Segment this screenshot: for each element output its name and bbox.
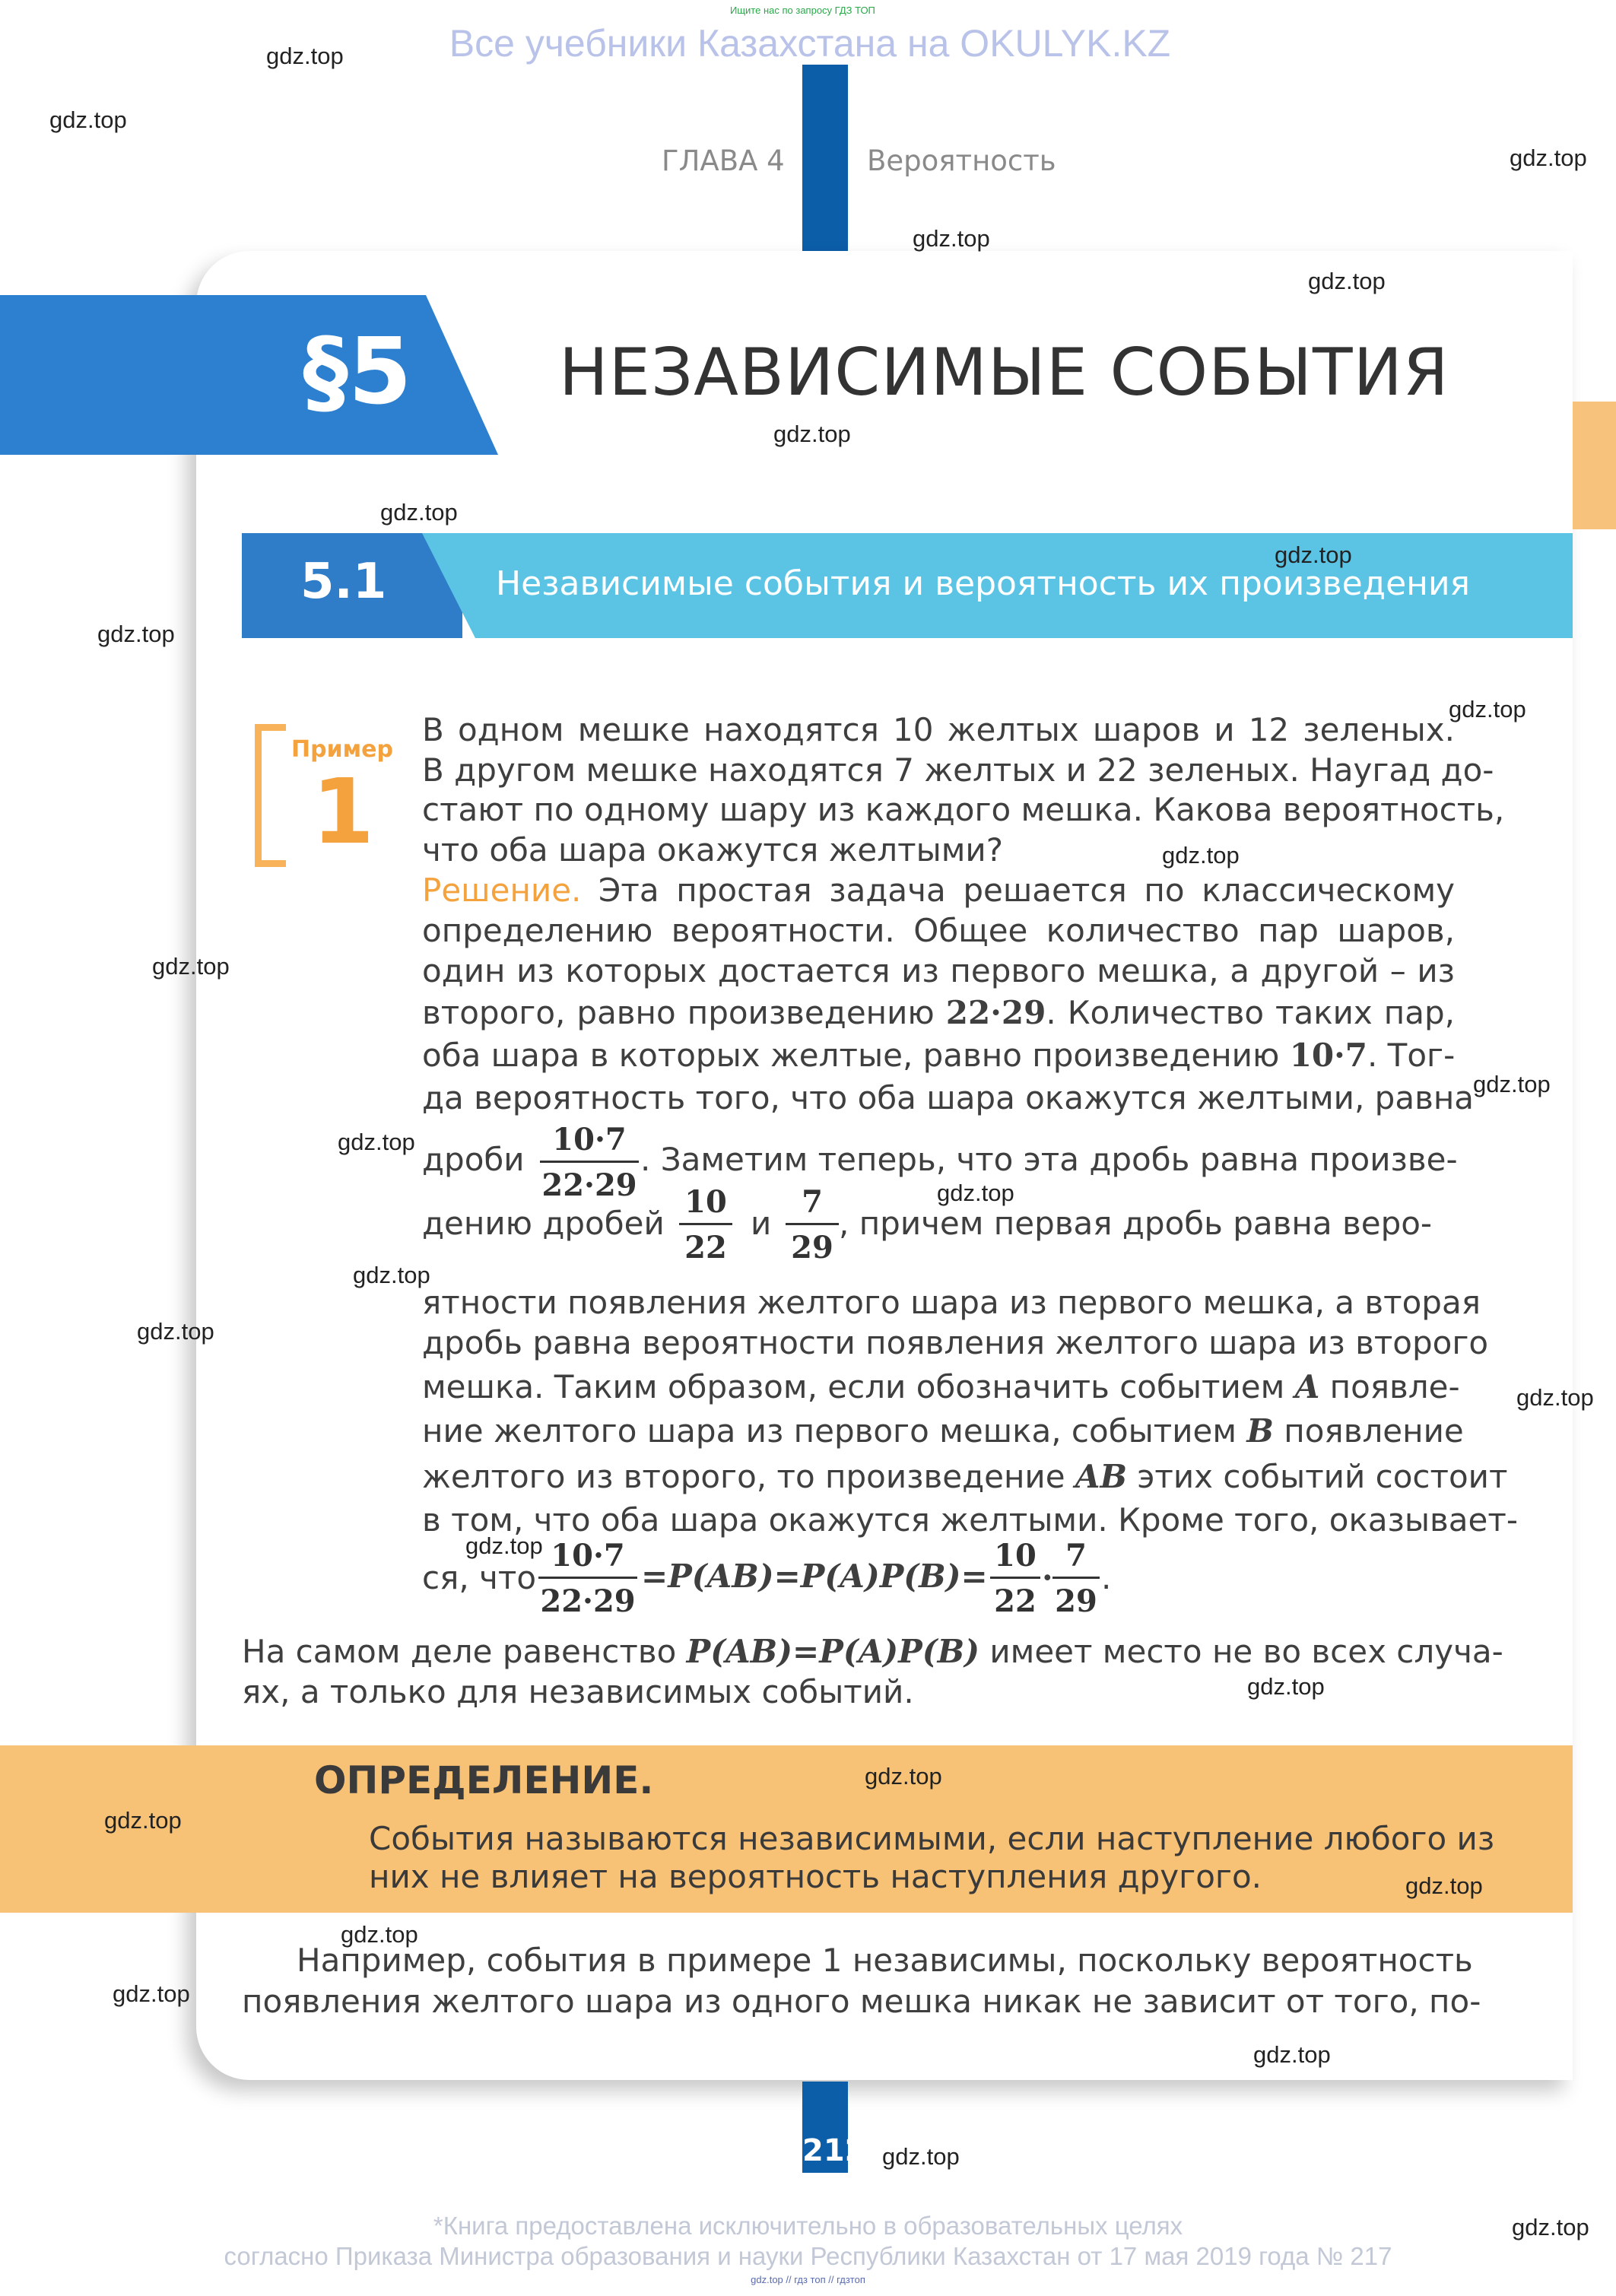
watermark: gdz.top [1512,2214,1589,2240]
watermark: gdz.top [1308,268,1386,294]
watermark: gdz.top [353,1262,430,1288]
side-tab [1573,402,1616,529]
text-line: что оба шара окажутся желтыми? [422,831,1004,869]
watermark: gdz.top [913,225,990,252]
watermark: gdz.top [773,421,851,447]
top-banner[interactable]: Все учебники Казахстана на OKULYK.KZ [449,22,1171,65]
definition-title: ОПРЕДЕЛЕНИЕ. [314,1758,654,1802]
text-line: , причем первая дробь равна веро- [839,1205,1433,1242]
chapter-name: Вероятность [867,144,1056,177]
text-line: дению дробей [422,1205,665,1242]
fraction: $\frac{10}{22}$ [679,1184,732,1265]
subsection-title: Независимые события и вероятность их произведения [496,564,1471,603]
watermark: gdz.top [1162,842,1240,869]
text-line: ся, что [422,1559,537,1596]
fraction: $\frac{7}{29}$ [1052,1538,1100,1619]
watermark: gdz.top [1473,1071,1551,1097]
text-line: Решение. Эта простая задача решается по классическому [422,872,1455,909]
watermark: gdz.top [266,43,344,69]
watermark: gdz.top [1510,144,1587,171]
watermark: gdz.top [113,1980,190,2007]
watermark: gdz.top [1405,1872,1483,1899]
footer-line: *Книга предоставлена исключительно в образовательных целях [433,2212,1183,2240]
multiply-dot: · [1042,1559,1053,1596]
text-line: стают по одному шару из каждого мешка. Какова вероятность, [422,791,1505,828]
watermark: gdz.top [937,1180,1014,1206]
watermark: gdz.top [1253,2041,1331,2068]
text-line: В другом мешке находятся 7 желтых и 22 зеленых. Наугад до- [422,751,1494,789]
probability-equation: =P(AB)=P(A)P(B)= [641,1558,988,1595]
header-stripe [802,65,848,251]
watermark: gdz.top [380,499,458,526]
text-line: дроби [422,1141,525,1178]
watermark: gdz.top [1449,696,1526,722]
text-line: и [751,1205,772,1242]
watermark: gdz.top [104,1807,182,1834]
definition-text: События называются независимыми, если наступление любого из [369,1820,1495,1857]
watermark: gdz.top [465,1532,543,1559]
example-label: Пример [291,736,393,763]
watermark: gdz.top [49,106,127,133]
fraction: $\frac{10}{22}$ [990,1538,1040,1619]
paragraph-banner [0,295,498,455]
watermark: gdz.top [97,621,175,647]
solution-label: Решение. [422,872,582,909]
paragraph-title: НЕЗАВИСИМЫЕ СОБЫТИЯ [559,335,1449,411]
text-line: мешка. Таким образом, если обозначить событием A появле- [422,1368,1460,1405]
watermark: gdz.top [1247,1673,1325,1700]
definition-text: них не влияет на вероятность наступления другого. [369,1858,1262,1895]
page-number: 212 [802,2133,866,2168]
text-line: . Заметим теперь, что эта дробь равна произве- [640,1141,1458,1178]
text-line: дробь равна вероятности появления желтого шара из второго [422,1324,1489,1361]
text-line: ях, а только для независимых событий. [242,1673,914,1710]
fraction: $\frac{7}{29}$ [786,1184,839,1265]
footer-mini[interactable]: gdz.top // гдз топ // гдзтоп [751,2274,865,2285]
text-line: ние желтого шара из первого мешка, событием B появление [422,1412,1464,1450]
text-line: определению вероятности. Общее количество пар шаров, [422,912,1455,949]
text-line: оба шара в которых желтые, равно произведению 10·7. Тог- [422,1037,1456,1074]
watermark: gdz.top [338,1129,415,1155]
watermark: gdz.top [341,1921,418,1948]
example-number: 1 [312,759,375,864]
text-line: желтого из второго, то произведение AB этих событий состоит [422,1458,1508,1495]
watermark: gdz.top [1516,1384,1594,1411]
top-note: Ищите нас по запросу ГДЗ ТОП [730,5,875,16]
watermark: gdz.top [137,1318,214,1345]
text-line: На самом деле равенство P(AB)=P(A)P(B) имеет место не во всех случа- [242,1633,1503,1670]
fraction: $\frac{10\cdot 7}{22\cdot 29}$ [540,1122,639,1203]
paragraph-number: §5 [303,319,412,425]
text-line: ятности появления желтого шара из первого мешка, а вторая [422,1284,1481,1321]
subsection-number: 5.1 [300,554,387,610]
text-line: один из которых достается из первого мешка, а другой – из [422,952,1455,989]
example-bracket-icon [255,724,286,867]
text-line: . [1101,1559,1112,1596]
text-line: В одном мешке находятся 10 желтых шаров и 12 зеленых. [422,711,1455,748]
watermark: gdz.top [865,1763,942,1789]
footer-line: согласно Приказа Министра образования и науки Республики Казахстан от 17 мая 2019 года № 217 [224,2242,1392,2270]
watermark: gdz.top [882,2143,960,2170]
watermark: gdz.top [1275,541,1352,568]
fraction: $\frac{10\cdot 7}{22\cdot 29}$ [538,1538,637,1619]
text-line: Например, события в примере 1 независимы, поскольку вероятность [297,1942,1473,1979]
text-line: появления желтого шара из одного мешка никак не зависит от того, по- [242,1983,1481,2020]
text-line: второго, равно произведению 22·29. Количество таких пар, [422,994,1455,1031]
text-line: да вероятность того, что оба шара окажутся желтыми, равна [422,1079,1475,1116]
chapter-label: ГЛАВА 4 [662,144,785,177]
watermark: gdz.top [152,953,230,980]
text-line: в том, что оба шара окажутся желтыми. Кроме того, оказывает- [422,1501,1519,1539]
